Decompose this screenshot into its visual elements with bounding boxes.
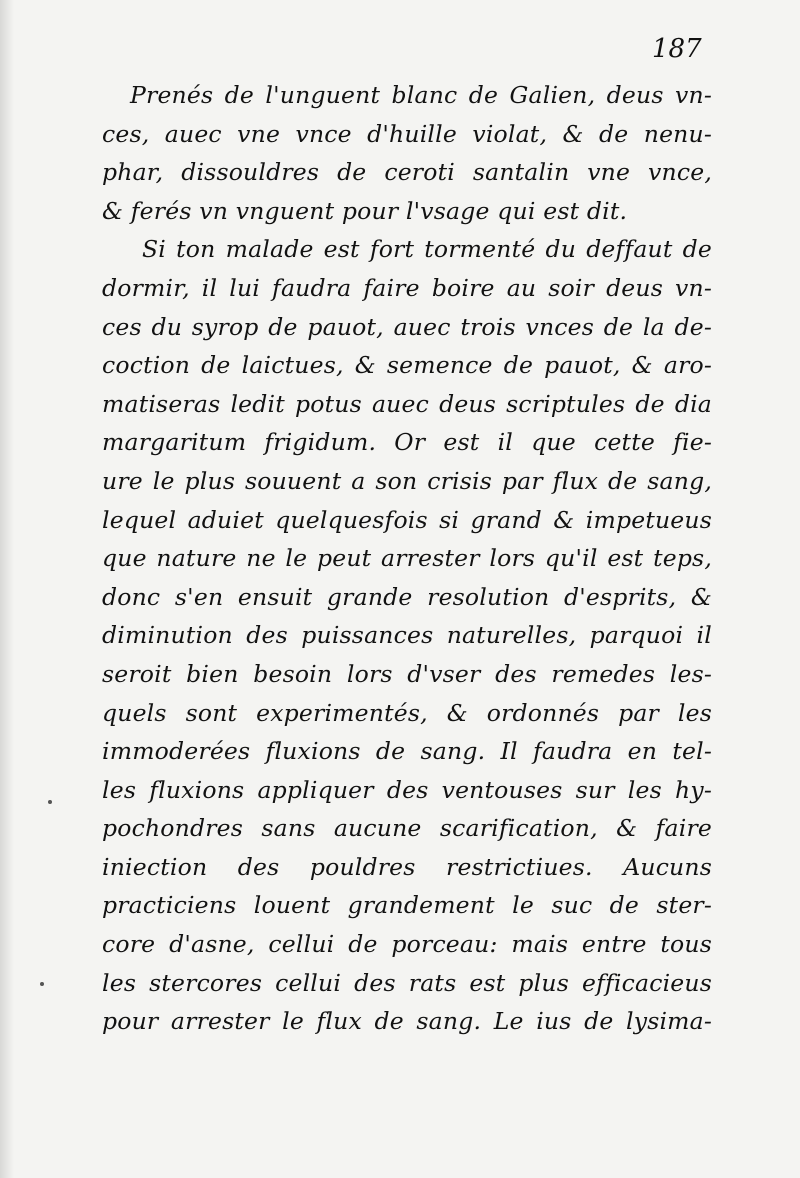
text-line: diminution des puissances naturelles, parquoi il <box>102 621 712 650</box>
text-line: ces du syrop de pauot, auec trois vnces de la de- <box>102 312 712 341</box>
page-gutter-shadow <box>0 0 14 1178</box>
text-line: matiseras ledit potus auec deus scriptules de dia <box>102 389 712 418</box>
text-line: & ferés vn vnguent pour l'vsage qui est dit. <box>102 196 628 225</box>
text-line: les stercores cellui des rats est plus efficacieus <box>102 968 712 997</box>
page-number: 187 <box>652 34 702 64</box>
text-line: dormir, il lui faudra faire boire au soir deus vn- <box>102 273 712 302</box>
text-line: donc s'en ensuit grande resolution d'esprits, & <box>102 582 712 611</box>
text-line: ces, auec vne vnce d'huille violat, & de nenu- <box>102 119 712 148</box>
text-line: phar, dissouldres de ceroti santalin vne vnce, <box>102 158 712 187</box>
text-line: margaritum frigidum. Or est il que cette fie- <box>102 428 712 457</box>
text-line: core d'asne, cellui de porceau: mais entre tous <box>102 930 712 959</box>
text-line: coction de laictues, & semence de pauot, & aro- <box>102 351 712 380</box>
text-line: pour arrester le flux de sang. Le ius de lysima- <box>102 1007 712 1036</box>
text-line: iniection des pouldres restrictiues. Aucuns <box>102 852 712 881</box>
text-line: Si ton malade est fort tormenté du deffaut de <box>142 235 712 264</box>
text-line: lequel aduiet quelquesfois si grand & impetueus <box>102 505 712 534</box>
text-line: quels sont experimentés, & ordonnés par les <box>102 698 712 727</box>
text-line: practiciens louent grandement le suc de ster- <box>102 891 712 920</box>
text-line: pochondres sans aucune scarification, & faire <box>102 814 712 843</box>
text-line: que nature ne le peut arrester lors qu'il est teps, <box>102 544 712 573</box>
paper-speck <box>48 800 52 804</box>
text-line: les fluxions appliquer des ventouses sur les hy- <box>102 775 712 804</box>
text-line: immoderées fluxions de sang. Il faudra en tel- <box>102 737 712 766</box>
text-line: ure le plus souuent a son crisis par flux de sang, <box>102 466 712 495</box>
text-line: seroit bien besoin lors d'vser des remedes les- <box>102 659 712 688</box>
paper-speck <box>40 982 44 986</box>
text-line: Prenés de l'unguent blanc de Galien, deus vn- <box>130 81 712 109</box>
body-text <box>102 76 712 1041</box>
